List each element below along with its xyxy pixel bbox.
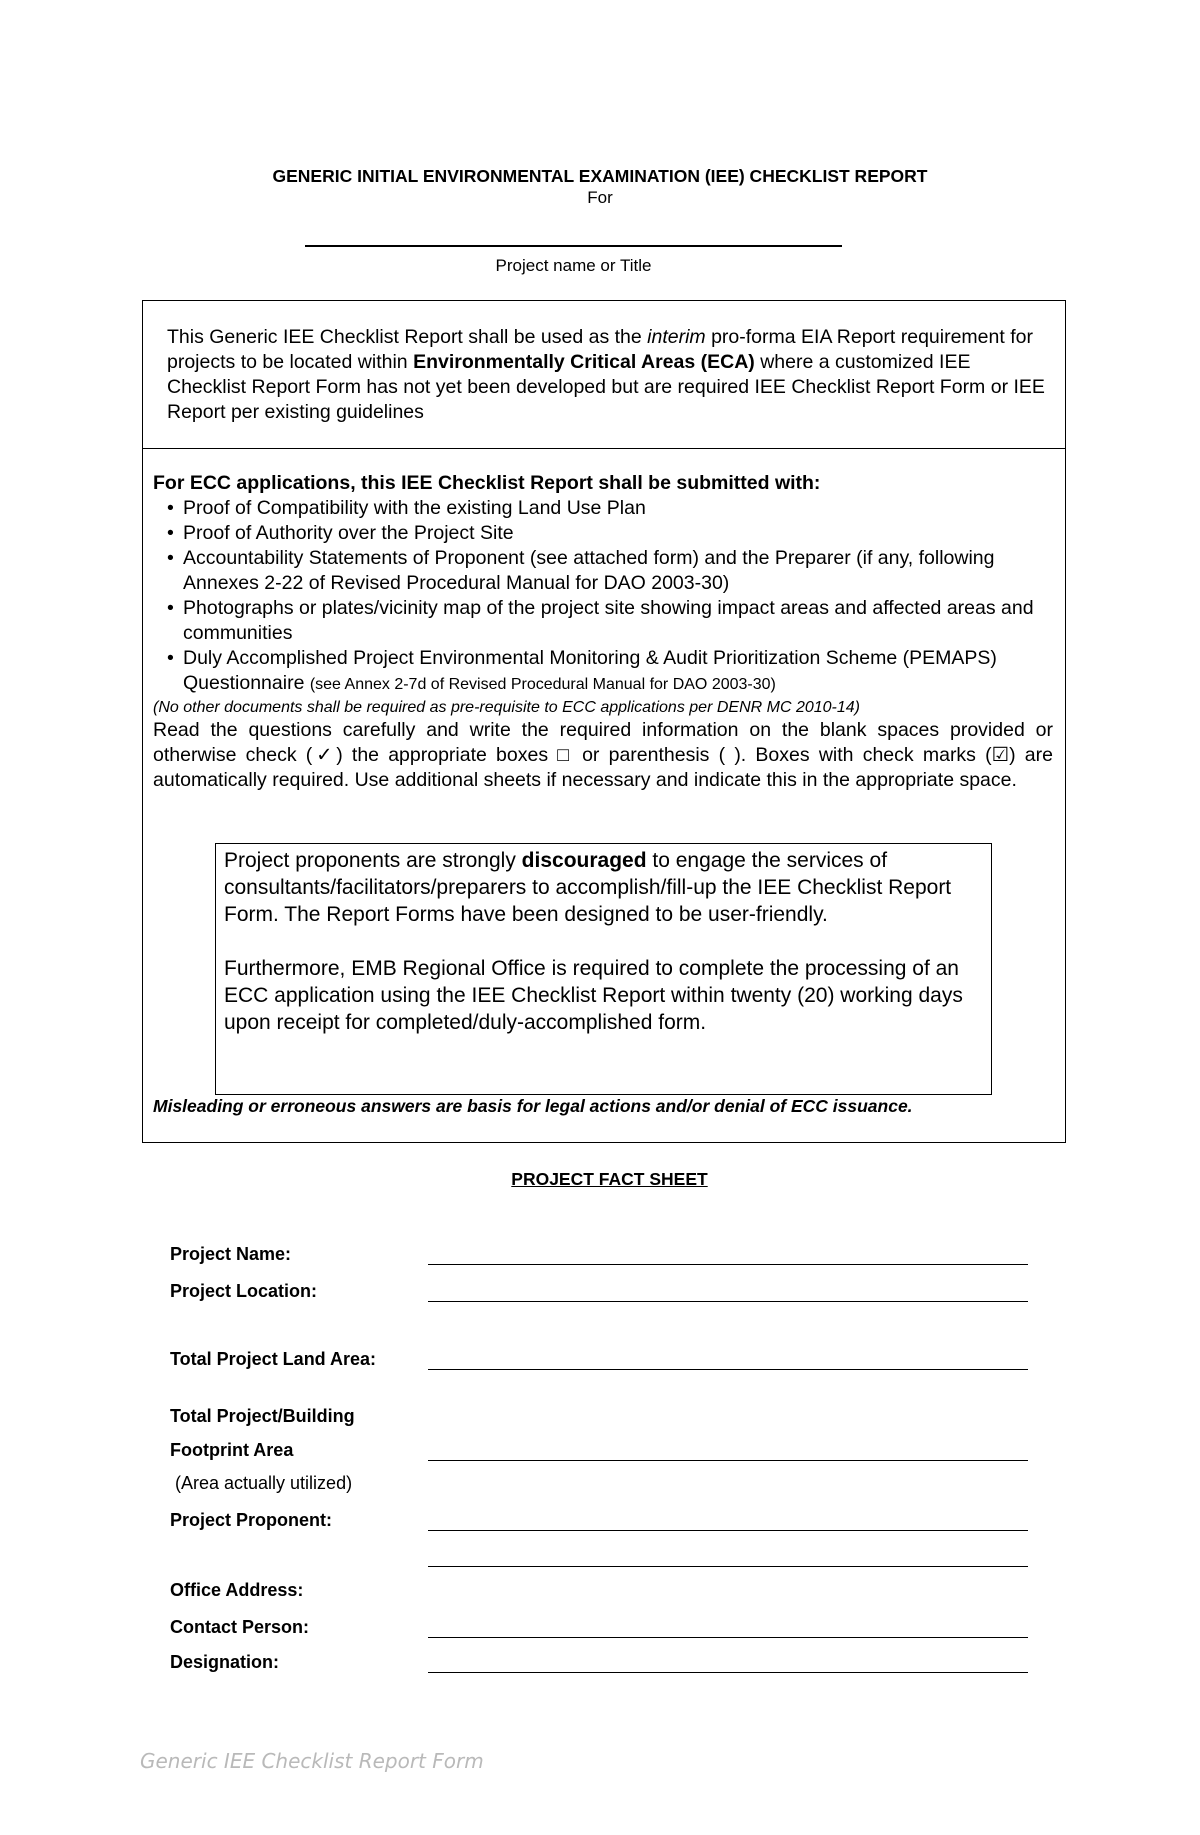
intro-text-2: pro-forma EIA Report requirement for projects to be located within: [167, 326, 1033, 373]
notice-text-1b: to engage the services of consultants/facilitators/preparers to accomplish/fill-up the IEE Checklist Report Form. The Report Forms have been designed to be user-friendly.: [224, 849, 952, 926]
footprint-field[interactable]: [428, 1460, 1028, 1461]
notice-paragraph-2: Furthermore, EMB Regional Office is required to complete the processing of an ECC application using the IEE Checklist Report within twenty (20) working days upon receipt for completed/duly-accomplished form.: [224, 957, 963, 1034]
requirements-section: [153, 471, 1053, 793]
intro-text-1: This Generic IEE Checklist Report shall be used as the: [167, 326, 648, 348]
office-address-label: Office Address:: [170, 1580, 304, 1600]
requirement-text: Duly Accomplished Project Environmental Monitoring & Audit Prioritization Scheme (PEMAPS) Questionnaire: [183, 647, 997, 694]
bullet-icon: •: [167, 522, 174, 544]
designation-field[interactable]: [428, 1672, 1028, 1673]
no-other-docs-note: (No other documents shall be required as pre-requisite to ECC applications per DENR MC 2010-14): [153, 699, 860, 716]
notice-text: [224, 847, 984, 1036]
intro-text-3: where a customized IEE Checklist Report Form has not yet been developed but are required IEE Checklist Report Form or IEE Report per existing guidelines: [167, 351, 1045, 423]
requirement-text: Proof of Authority over the Project Site: [183, 522, 514, 544]
intro-paragraph: [167, 325, 1047, 425]
proponent-field-extra[interactable]: [428, 1566, 1028, 1567]
page-footer: Generic IEE Checklist Report Form: [140, 1749, 484, 1773]
bullet-icon: •: [167, 547, 174, 569]
footprint-label-line2: Footprint Area: [170, 1440, 294, 1460]
contact-person-label: Contact Person:: [170, 1617, 310, 1637]
for-label: For: [587, 188, 613, 207]
requirement-annex-note: (see Annex 2-7d of Revised Procedural Manual for DAO 2003-30): [309, 676, 776, 693]
bullet-icon: •: [167, 497, 174, 519]
project-title-caption: Project name or Title: [495, 256, 652, 275]
proponent-label: Project Proponent:: [170, 1510, 333, 1530]
project-location-label: Project Location:: [170, 1281, 318, 1301]
instructions-paragraph: Read the questions carefully and write the required information on the blank spaces provided or otherwise check (✓) the appropriate boxes □ or parenthesis ( ). Boxes with check marks (☑) are automatically required. Use additional sheets if necessary and indicate this in the appropriate space.: [153, 719, 1053, 791]
intro-eca: Environmentally Critical Areas (ECA): [413, 351, 755, 373]
land-area-label: Total Project Land Area:: [170, 1349, 377, 1369]
requirements-heading: For ECC applications, this IEE Checklist Report shall be submitted with:: [153, 472, 821, 494]
list-item: [153, 546, 1053, 596]
project-name-field[interactable]: [428, 1264, 1028, 1265]
proponent-field[interactable]: [428, 1530, 1028, 1531]
list-item: [153, 521, 1053, 546]
footprint-note: (Area actually utilized): [175, 1473, 353, 1493]
warning-text: Misleading or erroneous answers are basis for legal actions and/or denial of ECC issuance.: [153, 1096, 913, 1116]
notice-discouraged: discouraged: [521, 849, 647, 872]
fact-sheet-title-text: PROJECT FACT SHEET: [511, 1169, 708, 1189]
requirements-list: [153, 496, 1053, 697]
list-item: [153, 646, 1053, 697]
requirement-text: Accountability Statements of Proponent (see attached form) and the Preparer (if any, following Annexes 2-22 of Revised Procedural Manual for DAO 2003-30): [183, 547, 995, 594]
bullet-icon: •: [167, 647, 174, 669]
intro-interim: interim: [647, 326, 706, 348]
box-divider: [142, 448, 1066, 449]
land-area-field[interactable]: [428, 1369, 1028, 1370]
project-name-label: Project Name:: [170, 1244, 292, 1264]
notice-text-1a: Project proponents are strongly: [224, 849, 522, 872]
project-location-field[interactable]: [428, 1301, 1028, 1302]
requirement-text: Photographs or plates/vicinity map of the project site showing impact areas and affected areas and communities: [183, 597, 1034, 644]
footprint-label-line1: Total Project/Building: [170, 1406, 355, 1426]
designation-label: Designation:: [170, 1652, 280, 1672]
contact-person-field[interactable]: [428, 1637, 1028, 1638]
notice-paragraph-1: [224, 847, 984, 928]
document-title: GENERIC INITIAL ENVIRONMENTAL EXAMINATION (IEE) CHECKLIST REPORT: [272, 166, 928, 186]
bullet-icon: •: [167, 597, 174, 619]
list-item: [153, 596, 1053, 646]
requirement-text: Proof of Compatibility with the existing Land Use Plan: [183, 497, 646, 519]
list-item: [153, 496, 1053, 521]
project-title-line: [305, 245, 842, 247]
fact-sheet-title: [142, 1169, 1077, 1190]
